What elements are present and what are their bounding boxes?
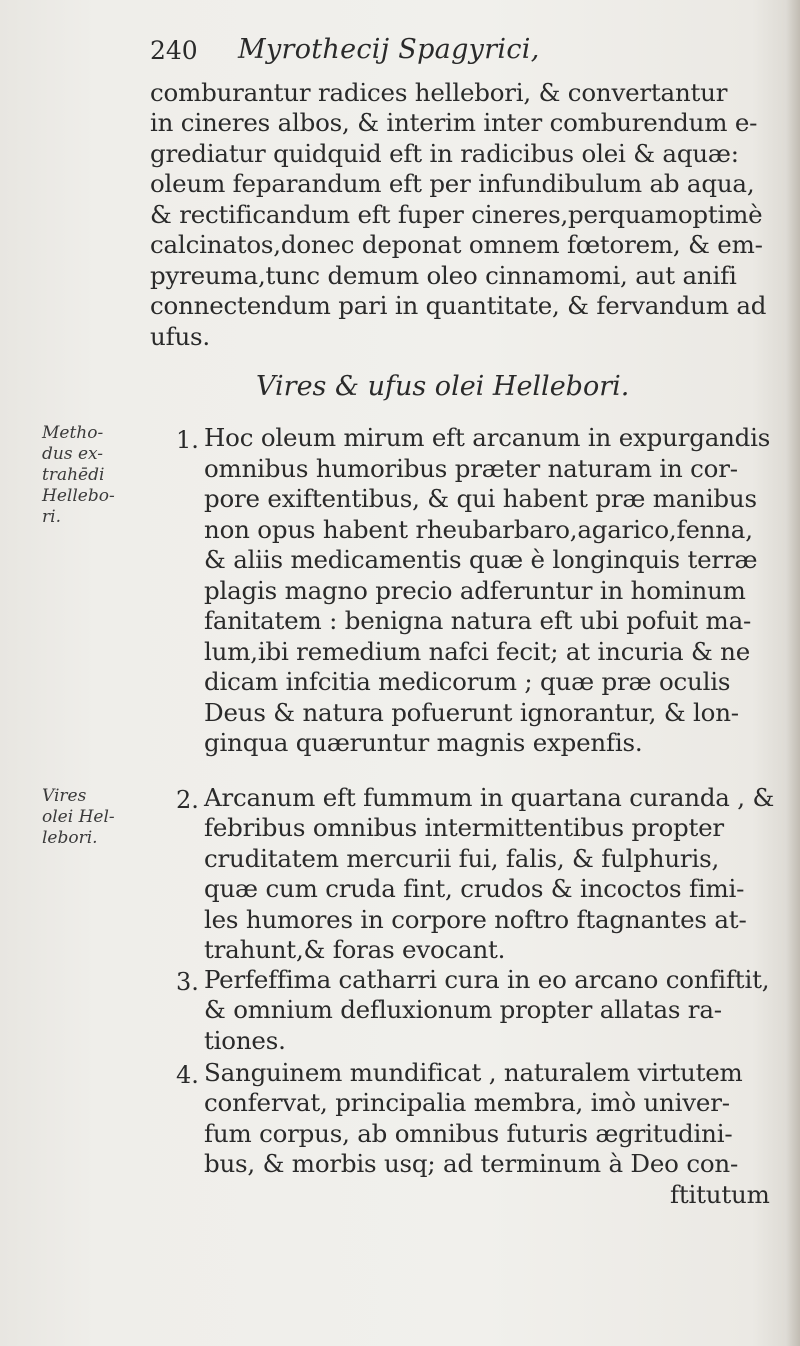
section-heading: Vires & ufus olei Hellebori. [256, 371, 630, 402]
text-line: Deus & natura pofuerunt ignorantur, & lon- [204, 698, 739, 727]
marginal-line: olei Hel- [42, 807, 115, 827]
marginal-line: trahēdi [42, 465, 105, 485]
page-number: 240 [150, 36, 198, 65]
item-number: 1. [176, 426, 199, 454]
text-line: & rectificandum eft fuper cineres,perquamoptimè [150, 200, 763, 229]
text-line: comburantur radices hellebori, & convertantur [150, 78, 728, 107]
text-line: fanitatem : benigna natura eft ubi pofuit ma- [204, 606, 752, 635]
text-line: omnibus humoribus præter naturam in cor- [204, 454, 738, 483]
text-line: fum corpus, ab omnibus futuris ægritudini- [204, 1119, 733, 1148]
page-header [150, 36, 710, 76]
item-number: 3. [176, 968, 199, 996]
text-line: & omnium defluxionum propter allatas ra- [204, 995, 722, 1024]
text-line: ufus. [150, 322, 210, 351]
text-line: Arcanum eft fummum in quartana curanda , & [204, 783, 775, 812]
text-line: & aliis medicamentis quæ è longinquis terræ [204, 545, 758, 574]
marginal-line: ri. [42, 507, 61, 527]
item-number: 4. [176, 1061, 199, 1089]
page-edge-shadow [786, 0, 800, 1346]
catchword: ftitutum [670, 1180, 770, 1209]
item-number: 2. [176, 786, 199, 814]
text-line: grediatur quidquid eft in radicibus olei & aquæ: [150, 139, 739, 168]
marginal-line: Vires [42, 786, 87, 806]
text-line: tiones. [204, 1026, 286, 1055]
text-line: bus, & morbis usq; ad terminum à Deo con- [204, 1149, 739, 1178]
text-line: non opus habent rheubarbaro,agarico,fenna, [204, 515, 753, 544]
text-line: connectendum pari in quantitate, & fervandum ad [150, 291, 767, 320]
marginal-line: dus ex- [42, 444, 104, 464]
text-line: calcinatos,donec deponat omnem fœtorem, & em- [150, 230, 763, 259]
marginal-line: Hellebo- [42, 486, 115, 506]
text-line: quæ cum cruda fint, crudos & incoctos fimi- [204, 874, 745, 903]
text-line: Hoc oleum mirum eft arcanum in expurgandis [204, 423, 771, 452]
text-line: pyreuma,tunc demum oleo cinnamomi, aut anifi [150, 261, 737, 290]
text-line: trahunt,& foras evocant. [204, 935, 506, 964]
text-line: ginqua quæruntur magnis expenfis. [204, 728, 643, 757]
marginal-note-method [42, 423, 115, 528]
text-line: cruditatem mercurii fui, falis, & fulphuris, [204, 844, 720, 873]
text-line: les humores in corpore noftro ftagnantes at- [204, 905, 747, 934]
text-line: plagis magno precio adferuntur in hominum [204, 576, 746, 605]
running-title: Myrothecij Spagyrici, [238, 34, 540, 65]
text-line: lum,ibi remedium nafci fecit; at incuria & ne [204, 637, 751, 666]
text-line: febribus omnibus intermittentibus propter [204, 813, 724, 842]
text-line: pore exiftentibus, & qui habent præ manibus [204, 484, 757, 513]
marginal-line: Metho- [42, 423, 104, 443]
marginal-note-vires [42, 786, 115, 849]
text-line: dicam infcitia medicorum ; quæ præ oculis [204, 667, 731, 696]
text-line: Sanguinem mundificat , naturalem virtutem [204, 1058, 743, 1087]
text-line: oleum feparandum eft per infundibulum ab aqua, [150, 169, 755, 198]
marginal-line: lebori. [42, 828, 98, 848]
text-line: Perfeffima catharri cura in eo arcano confiftit, [204, 965, 770, 994]
text-line: in cineres albos, & interim inter comburendum e- [150, 108, 758, 137]
text-line: confervat, principalia membra, imò univer- [204, 1088, 730, 1117]
